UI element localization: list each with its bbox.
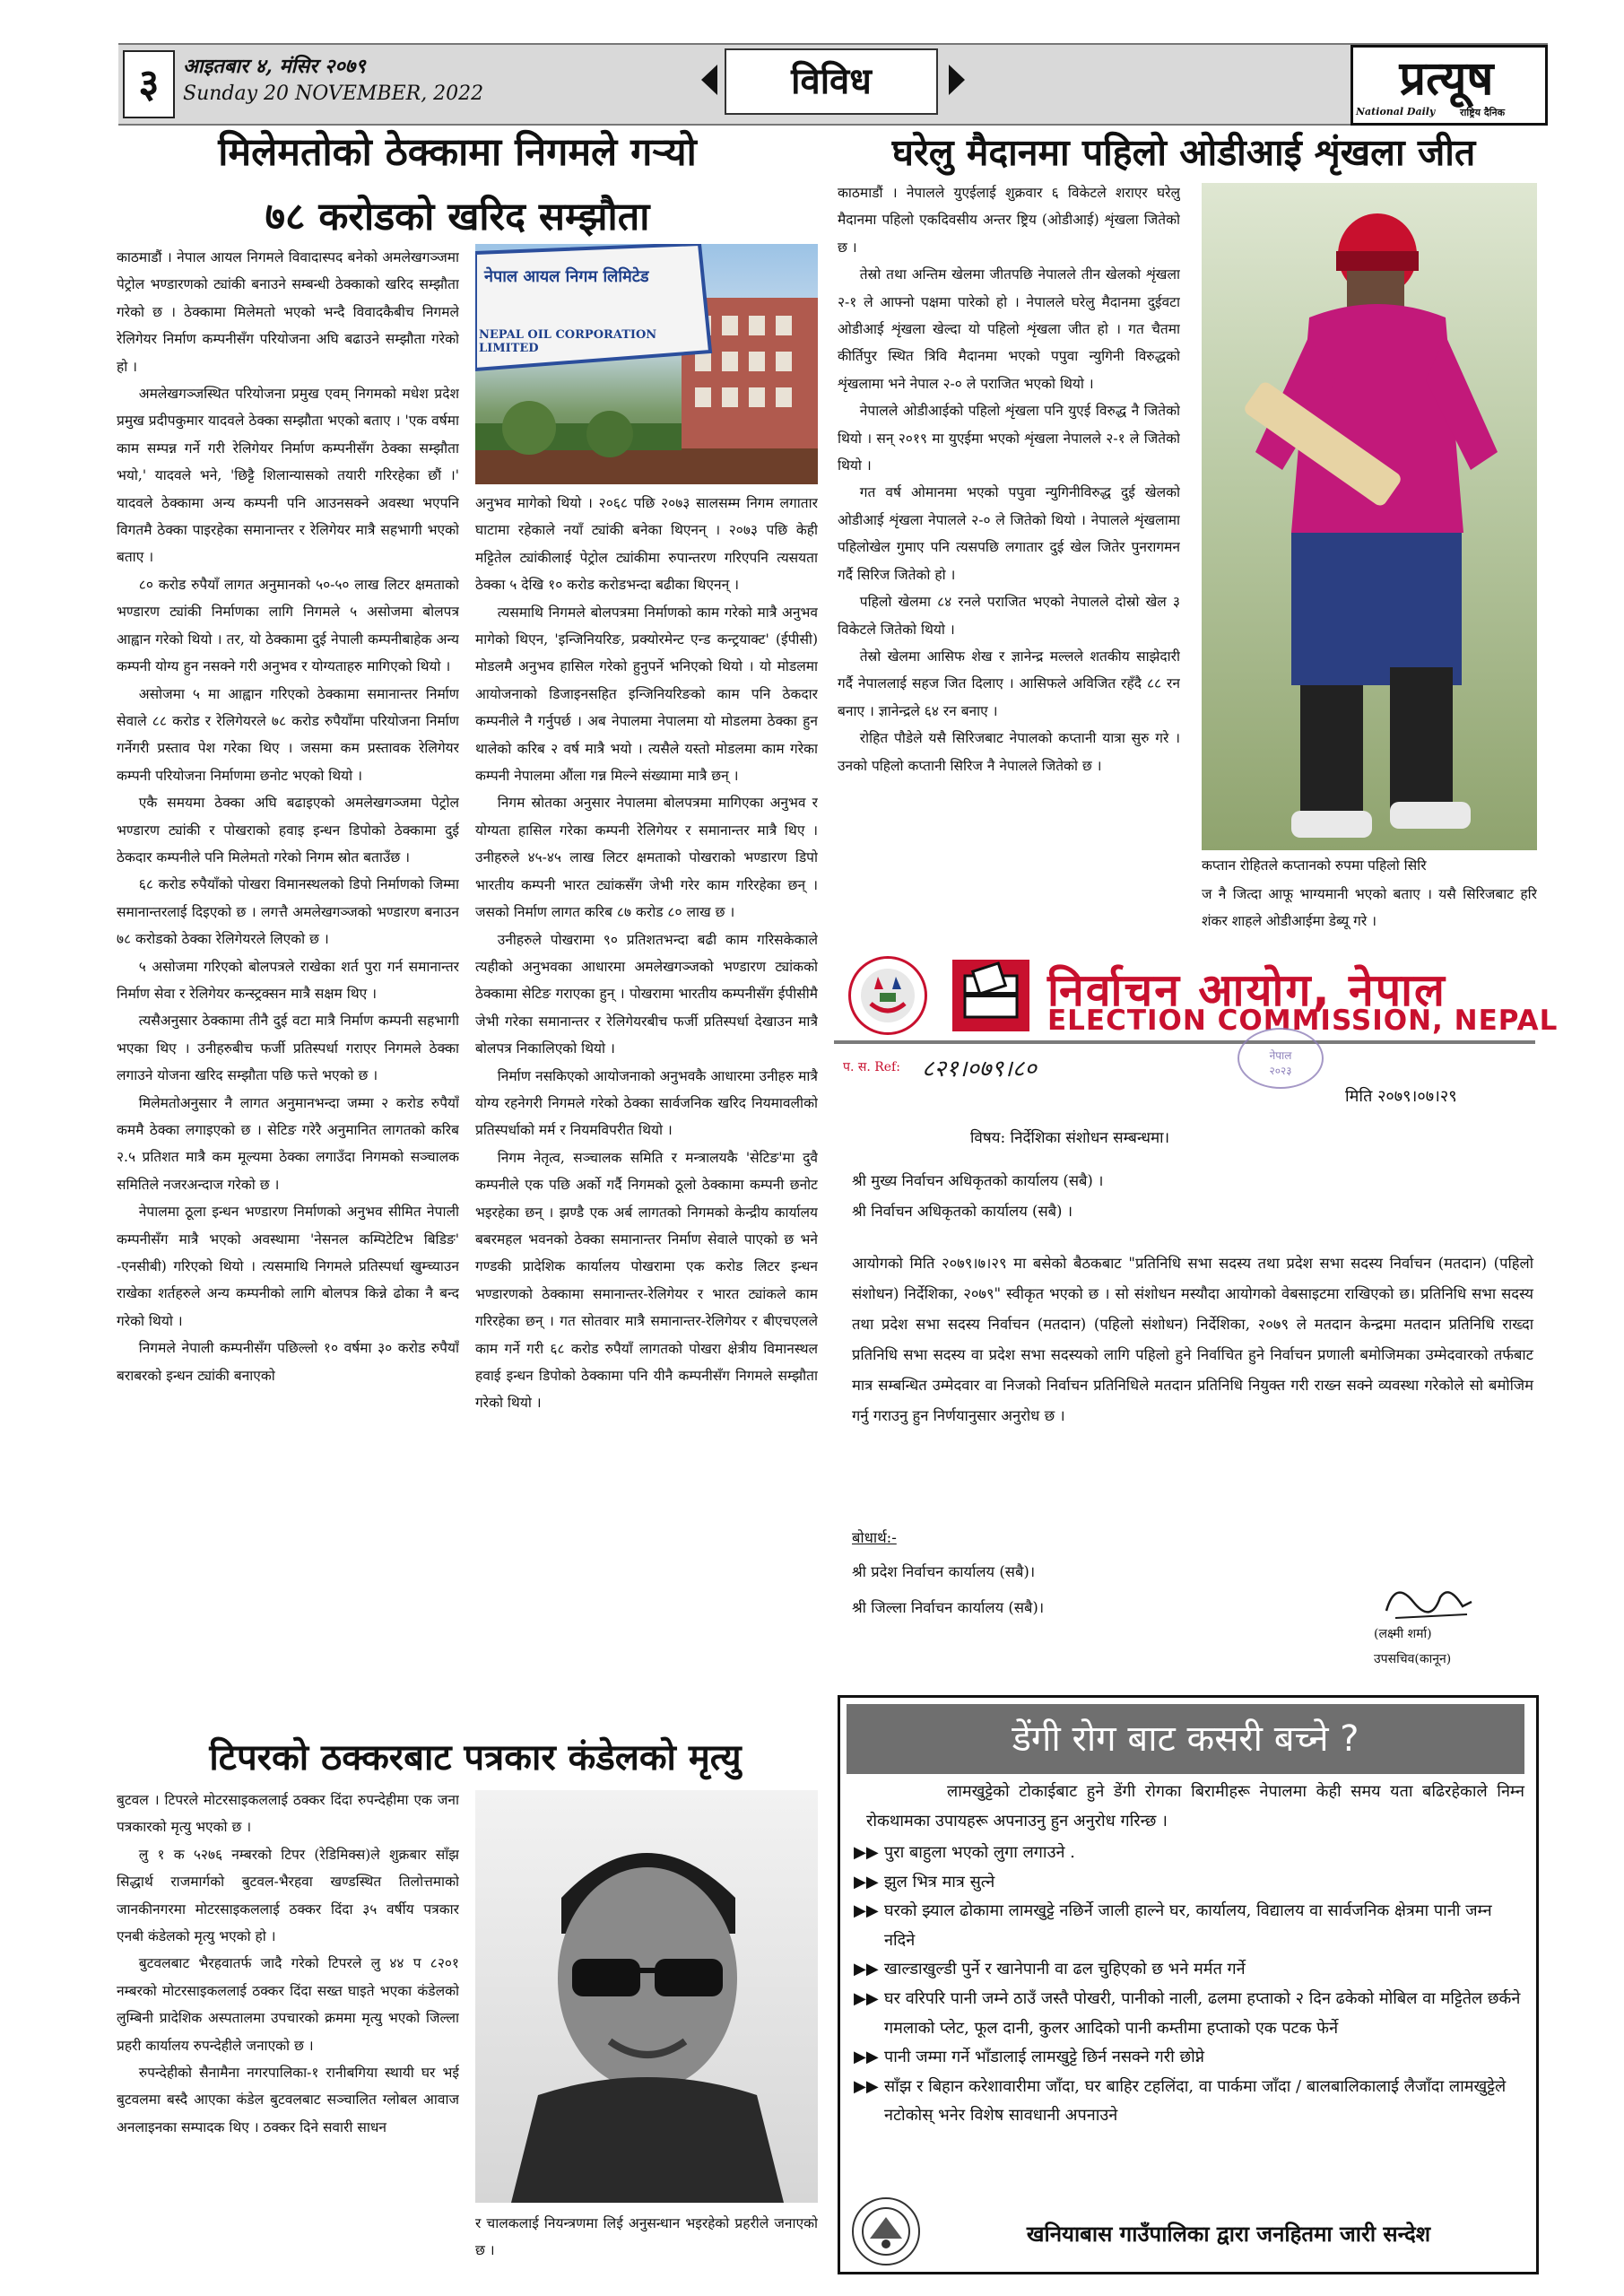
stamp-text: नेपाल	[1269, 1049, 1292, 1062]
article1-col2-paragraph: त्यसमाथि निगमले बोलपत्रमा निर्माणको काम गरेको मात्रै अनुभव मागेको थिएन, 'इन्जिनियरिङ, प्रक्योरमेन्ट एन्ड कन्ट्रयाक्ट' (ईपीसी) मोडलमै अनुभव हासिल गरेको हुनुपर्ने भनिएको थियो । यो मोडलमा आयोजनाको डिजाइनसहित इन्जिनियरिङको काम पनि ठेकदार कम्पनीले नै गर्नुपर्छ । अब नेपालमा नेपालमा यो मोडलमा ठेक्का हुन थालेको करिब २ वर्ष मात्रै भयो । त्यसैले यस्तो मोडलमा काम गरेका कम्पनी नेपालमा औंला गन्न मिल्ने संख्यामा मात्रै छन् ।	[475, 604, 818, 785]
dengue-list-item	[854, 1839, 1524, 1868]
dengue-list-item-text: घरको झ्याल ढोकामा लामखुट्टे नछिर्ने जाली हाल्ने घर, कार्यालय, विद्यालय वा सार्वजनिक क्षेत्रमा पानी जम्न नदिने	[884, 1901, 1492, 1950]
double-arrow-bullet-icon: ▶▶	[854, 1960, 879, 1979]
article1-col1-paragraph: मिलेमतोअनुसार नै लागत अनुमानभन्दा जम्मा २ करोड रुपैयाँ कममै ठेक्का लगाइएको छ । सेटिङ गरेरै अनुमानित लागतको करिब २.५ प्रतिशत मात्रै कम मूल्यमा ठेक्का लगाउँदा निगमको सञ्चालक समितिले नजरअन्दाज गरेको छ ।	[117, 1094, 459, 1193]
dengue-list-item	[854, 1897, 1524, 1955]
dengue-notice-intro: लामखुट्टेको टोकाईबाट हुने डेंगी रोगका बिरामीहरू नेपालमा केही समय यता बढिरहेकाले निम्न रोकथामका उपायहरू अपनाउनु हुन अनुरोध गरिन्छ ।	[866, 1782, 1524, 1831]
cricket-photo-caption-top: कप्तान रोहितले कप्तानको रुपमा पहिलो सिरि	[1202, 857, 1427, 874]
cricket-player-photo	[1202, 183, 1537, 850]
double-arrow-bullet-icon: ▶▶	[854, 1872, 879, 1892]
article1-col1-paragraph: नेपालमा ठूला इन्धन भण्डारण निर्माणको अनुभव सीमित नेपाली कम्पनीसँग मात्रै भएको अवस्थामा 'नेसनल कम्पिटेटिभ बिडिङ' -एनसीबी) गरिएको थियो । त्यसमाथि निगमले प्रतिस्पर्धा खुम्च्याउन राखेका शर्तहरुले अन्य कम्पनीको लागि बोलपत्र किन्ने ढोका नै बन्द गरेको थियो ।	[117, 1204, 459, 1329]
date-english-full: 20 NOVEMBER, 2022	[264, 83, 484, 105]
journalist-portrait-photo	[475, 1790, 818, 2203]
date-english-day: Sunday	[183, 83, 258, 105]
arrow-left-icon	[701, 65, 717, 95]
nepal-emblem-icon	[848, 956, 927, 1035]
article2-paragraph: गत वर्ष ओमानमा भएको पपुवा न्युगिनीविरुद्ध दुई खेलको ओडीआई शृंखला नेपालले २-० ले जितेको थियो । नेपालले शृंखलामा पहिलोखेल गुमाए पनि त्यसपछि लगातार दुई खेल जितेर पुनरागमन गर्दै सिरिज जितेको हो ।	[838, 484, 1180, 583]
article1-col1-paragraph: अमलेखगञ्जस्थित परियोजना प्रमुख एवम् निगमको मधेश प्रदेश प्रमुख प्रदीपकुमार यादवले ठेक्का सम्झौता भएको बताए । 'एक वर्षमा काम सम्पन्न गर्ने गरी रेलिगेयर निर्माण कम्पनीसँग ठेक्का सम्झौता भयो,' यादवले भने, 'छिट्टै शिलान्यासको तयारी गरिरहेका छौं ।' यादवले ठेक्कामा अन्य कम्पनी पनि आउनसक्ने अवस्था भएपनि विगतमै ठेक्का पाइरहेका समानान्तर र रेलिगेयर मात्रै सहभागी भएको बताए ।	[117, 386, 459, 566]
article2-paragraph: पहिलो खेलमा ८४ रनले पराजित भएको नेपालले दोस्रो खेल ३ विकेटले जितेको थियो ।	[838, 594, 1180, 638]
signatory-title: उपसचिव(कानून)	[1374, 1652, 1452, 1666]
logo-nepali-tag: राष्ट्रिय दैनिक	[1460, 107, 1506, 118]
date-english	[183, 83, 483, 105]
dengue-list-item	[854, 2043, 1524, 2073]
ref-number: ८२१।०७९।८०	[922, 1056, 1037, 1083]
dengue-list-item-text: साँझ र बिहान करेशावारीमा जाँदा, घर बाहिर टहलिंदा, वा पार्कमा जाँदा / बालबालिकालाई लैजाँदा लामखुट्टेले नटोकोस् भनेर विशेष सावधानी अपनाउने	[884, 2076, 1507, 2126]
article1-col2-paragraph: निगम नेतृत्व, सञ्चालक समिति र मन्त्रालयकै 'सेटिङ'मा दुवै कम्पनीले एक पछि अर्को गर्दै निगमको ठूलो ठेक्कामा कम्पनी छनोट भइरहेका छन् । झण्डै एक अर्ब लागतको निगमको केन्द्रीय कार्यालय बबरमहल भवनको ठेक्का समानान्तर निर्माण सेवाले पाएको छ भने गण्डकी प्रादेशिक कार्यालय पोखरामा एक करोड लिटर इन्धन भण्डारणको ठेक्कामा समानान्तर-रेलिगेयर र भारत ट्यांकले काम गरिरहेका छन् । गत सोतवार मात्रै समानान्तर-रेलिगेयर र बीएचएलले काम गर्ने गरी ६८ करोड रुपैयाँ लागतको पोखरा क्षेत्रीय विमानस्थल हवाई इन्धन डिपोको ठेक्कामा पनि यीनै कम्पनीसँग निगमले सम्झौता गरेको थियो ।	[475, 1149, 818, 1412]
election-commission-title-nepali: निर्वाचन आयोग, नेपाल	[1047, 964, 1446, 1016]
letter-cc-label: बोधार्थ:-	[852, 1529, 897, 1546]
article2-paragraph: काठमाडौं । नेपालले युएईलाई शुक्रवार ६ विकेटले शराएर घरेलु मैदानमा पहिलो एकदिवसीय अन्तर ष्ट्रिय (ओडीआई) शृंखला जितेको छ ।	[838, 185, 1180, 256]
article3-paragraph: बुटवलबाट भैरहवातर्फ जादै गरेको टिपरले लु ४४ प ८२०१ नम्बरको मोटरसाइकललाई ठक्कर दिंदा सख्त घाइते भएका कंडेलको लुम्बिनी प्रादेशिक अस्पतालमा उपचारको क्रममा मृत्यु भएको जिल्ला प्रहरी कार्यालय रुपन्देहीले जनाएको छ ।	[117, 1955, 459, 2054]
double-arrow-bullet-icon: ▶▶	[854, 1988, 879, 2008]
dengue-list-item	[854, 1955, 1524, 1985]
election-commission-title-english: ELECTION COMMISSION, NEPAL	[1047, 1004, 1559, 1037]
date-nepali: आइतबार ४, मंसिर २०७९	[183, 55, 366, 78]
article3-body	[117, 1787, 459, 2271]
portrait-illustration	[475, 1790, 818, 2203]
letter-body: आयोगको मिति २०७९।७।२९ मा बसेको बैठकबाट "प्रतिनिधि सभा सदस्य तथा प्रदेश सभा सदस्य निर्वाचन (मतदान) (पहिलो संशोधन) निर्देशिका, २०७९" स्वीकृत भएको छ । सो संशोधन मस्यौदा आयोगको वेबसाइटमा राखिएको छ। प्रतिनिधि सभा सदस्य तथा प्रदेश सभा सदस्य निर्वाचन (मतदान) (पहिलो संशोधन) निर्देशिका, २०७९ ले मतदान केन्द्रमा मतदान प्रतिनिधि राख्दा प्रतिनिधि सभा सदस्य वा प्रदेश सभा सदस्यको लागि पहिलो हुने निर्वाचित हुने निर्वाचन प्रणाली बमोजिमका उम्मेदवारको तर्फबाट मात्र सम्बन्धित उम्मेदवार वा निजको निर्वाचन प्रतिनिधिले मतदान प्रतिनिधि नियुक्त गरी राख्न सक्ने व्यवस्था गरेकोले सो बमोजिम गर्नु गराउनु हुन निर्णयानुसार अनुरोध छ ।	[852, 1255, 1533, 1424]
article2-paragraph: रोहित पौडेले यसै सिरिजबाट नेपालको कप्तानी यात्रा सुरु गरे । उनको पहिलो कप्तानी सिरिज नै नेपालले जितेको छ ।	[838, 730, 1180, 774]
letter-recipient-2: श्री निर्वाचन अधिकृतको कार्यालय (सबै) ।	[852, 1203, 1073, 1220]
double-arrow-bullet-icon: ▶▶	[854, 2048, 879, 2067]
ref-label: प. स. Ref:	[843, 1060, 900, 1074]
stamp-year: २०२३	[1269, 1065, 1292, 1077]
article2-body	[838, 179, 1180, 951]
article3-paragraph: रुपन्देहीको सैनामैना नगरपालिका-१ रानीबगिया स्थायी घर भई बुटवलमा बस्दै आएका कंडेल बुटवलबाट सञ्चालित ग्लोबल आवाज अनलाइनका सम्पादक थिए । ठक्कर दिने सवारी साधन	[117, 2065, 459, 2135]
dengue-list-item	[854, 1985, 1524, 2043]
article3-paragraph: लु १ क ५२७६ नम्बरको टिपर (रेडिमिक्स)ले शुक्रबार साँझ सिद्धार्थ राजमार्गको बुटवल-भैरहवा खण्डस्थित तिलोत्तमाको जानकीनगरमा मोटरसाइकललाई ठक्कर दिंदा ३५ वर्षीय पत्रकार एनबी कंडेलको मृत्यु भएको हो ।	[117, 1846, 459, 1945]
letter-cc-1: श्री प्रदेश निर्वाचन कार्यालय (सबै)।	[852, 1563, 1036, 1580]
dengue-list-item-text: खाल्डाखुल्डी पुर्ने र खानेपानी वा ढल चुहिएको छ भने मर्मत गर्ने	[884, 1960, 1246, 1979]
logo-wordmark: प्रत्यूष	[1399, 52, 1494, 106]
dengue-list-item	[854, 2073, 1524, 2131]
double-arrow-bullet-icon: ▶▶	[854, 2076, 879, 2096]
article1-col2-paragraph: उनीहरुले पोखरामा ९० प्रतिशतभन्दा बढी काम गरिसकेकाले त्यहीको अनुभवका आधारमा अमलेखगञ्जको भण्डारण ट्यांकको ठेक्कामा सेटिङ गराएका हुन् । पोखरामा भारतीय कम्पनीसँग ईपीसीमै जेभी गरेका समानान्तर र रेलिगेयरबीच फर्जी प्रतिस्पर्धा देखाउन मात्रै बोलपत्र निकालिएको थियो ।	[475, 931, 818, 1057]
article1-headline-line2: ७८ करोडको खरिद सम्झौता	[265, 195, 650, 239]
signatory-name: (लक्ष्मी शर्मा)	[1374, 1627, 1432, 1641]
municipality-emblem-illustration	[854, 2199, 918, 2264]
article1-headline-line1: मिलेमतोको ठेक्कामा निगमले गर्‍यो	[218, 130, 697, 175]
cricket-photo-illustration	[1202, 183, 1537, 850]
article1-col2-paragraph: निगम स्रोतका अनुसार नेपालमा बोलपत्रमा मागिएका अनुभव र योग्यता हासिल गरेका कम्पनी रेलिगेयर र समानान्तर मात्रै थिए । उनीहरुले ४५-४५ लाख लिटर क्षमताको पोखराको भण्डारण डिपो भारतीय कम्पनी भारत ट्यांकसँग जेभी गरेर काम गरिरहेका छन् । जसको निर्माण लागत करिब ८७ करोड ८० लाख छ ।	[475, 795, 818, 921]
article1-column-2	[475, 490, 818, 1724]
emblem-illustration	[851, 959, 925, 1032]
letter-cc-2: श्री जिल्ला निर्वाचन कार्यालय (सबै)।	[852, 1599, 1045, 1616]
letter-subject: विषय: निर्देशिका संशोधन सम्बन्धमा।	[970, 1129, 1170, 1147]
dengue-notice-title: डेंगी रोग बाट कसरी बच्ने ?	[847, 1704, 1524, 1774]
article3-headline: टिपरको ठक्करबाट पत्रकार कंडेलको मृत्यु	[209, 1737, 742, 1779]
article1-col1-paragraph: एकै समयमा ठेक्का अघि बढाइएको अमलेखगञ्जमा पेट्रोल भण्डारण ट्यांकी र पोखराको हवाइ इन्धन डिपोको ठेक्कामा दुई ठेकदार कम्पनीले पनि मिलेमतो गरेको निगम स्रोत बताउँछ ।	[117, 795, 459, 865]
article1-col1-paragraph: काठमाडौं । नेपाल आयल निगमले विवादास्पद बनेको अमलेखगञ्जमा पेट्रोल भण्डारणको ट्यांकी बनाउने सम्बन्धी ठेक्काको खरिद सम्झौता गरेको छ । ठेक्कामा मिलेमतो भएको भन्दै विवादकैबीच निगमले रेलिगेयर निर्माण कम्पनीसँग परियोजना अघि बढाउने सम्झौता गरेको हो ।	[117, 249, 459, 375]
letter-date: मिति २०७९।०७।२९	[1345, 1087, 1457, 1106]
ballot-box-icon	[952, 960, 1029, 1031]
election-header-divider	[834, 1040, 1535, 1044]
article1-col1-paragraph: ६८ करोड रुपैयाँको पोखरा विमानस्थलको डिपो निर्माणको जिम्मा समानान्तरलाई दिइएको छ । लगत्तै अमलेखगञ्जको भण्डारण बनाउन ७८ करोडको ठेक्का रेलिगेयरले लिएको छ ।	[117, 876, 459, 948]
article2-paragraph: नेपालले ओडीआईको पहिलो शृंखला पनि युएई विरुद्ध नै जितेको थियो । सन् २०१९ मा युएईमा भएको शृंखला नेपालले २-१ ले जितेको थियो ।	[838, 403, 1180, 474]
dengue-list-item	[854, 1868, 1524, 1898]
dengue-list-item-text: झुल भित्र मात्र सुत्ने	[884, 1872, 995, 1892]
dengue-notice-footer: खनियाबास गाउँपालिका द्वारा जनहितमा जारी सन्देश	[1026, 2222, 1431, 2247]
dengue-list-item-text: पानी जम्मा गर्ने भाँडालाई लामखुट्टे छिर्न नसक्ने गरी छोप्ने	[884, 2048, 1205, 2067]
article1-col1-paragraph: त्यसैअनुसार ठेक्कामा तीनै दुई वटा मात्रै निर्माण कम्पनी सहभागी भएका थिए । उनीहरुबीच फर्जी प्रतिस्पर्धा गराएर निगमले ठेक्का लगाउने योजना खरिद सम्झौता पछि फत्ते भएको छ ।	[117, 1013, 459, 1084]
letter-recipient-1: श्री मुख्य निर्वाचन अधिकृतको कार्यालय (सबै) ।	[852, 1172, 1104, 1189]
journalist-photo-caption: र चालकलाई नियन्त्रणमा लिई अनुसन्धान भइरहेको प्रहरीले जनाएको छ ।	[475, 2215, 818, 2259]
article1-col2-paragraph: अनुभव मागेको थियो । २०६८ पछि २०७३ सालसम्म निगम लगातार घाटामा रहेकाले नयाँ ट्यांकी बनेका थिएनन् । २०७३ पछि केही मट्टितेल ट्यांकीलाई पेट्रोल ट्यांकीमा रुपान्तरण गरिएपनि त्यसयता ठेक्का ५ देखि १० करोड करोडभन्दा बढीका थिएनन् ।	[475, 495, 818, 594]
noc-sign-nepali: नेपाल आयल निगम लिमिटेड	[484, 267, 649, 286]
cricket-photo-caption: ज नै जित्दा आफू भाग्यमानी भएको बताए । यसै सिरिजबाट हरि शंकर शाहले ओडीआईमा डेब्यू गरे ।	[1202, 886, 1537, 930]
article1-col1-paragraph: असोजमा ५ मा आह्वान गरिएको ठेक्कामा समानान्तर निर्माण सेवाले ८८ करोड र रेलिगेयरले ७८ करोड रुपैयाँमा परियोजना निर्माण गर्नेगरी प्रस्ताव पेश गरेका थिए । जसमा कम प्रस्तावक रेलिगेयर कम्पनी परियोजना निर्माणमा छनोट भएको थियो ।	[117, 685, 459, 784]
logo-english-tag: National Daily	[1356, 106, 1436, 117]
article2-paragraph: तेस्रो तथा अन्तिम खेलमा जीतपछि नेपालले तीन खेलको शृंखला २-१ ले आफ्नो पक्षमा पारेको हो । नेपालले घरेलु मैदानमा दुईवटा ओडीआई शृंखला खेल्दा यो पहिलो शृंखला जीत हो । गत चैतमा कीर्तिपुर स्थित त्रिवि मैदानमा भएको पपुवा न्युगिनी विरुद्धको शृंखलामा भने नेपाल २-० ले पराजित भएको थियो ।	[838, 266, 1180, 392]
article1-col1-paragraph: ८० करोड रुपैयाँ लागत अनुमानको ५०-५० लाख लिटर क्षमताको भण्डारण ट्यांकी निर्माणका लागि निगमले ५ असोजमा बोलपत्र आह्वान गरेको थियो । तर, यो ठेक्कामा दुई नेपाली कम्पनीबाहेक अन्य कम्पनी योग्य हुन नसक्ने गरी अनुभव र योग्यताहरु मागिएको थियो ।	[117, 576, 459, 675]
arrow-right-icon	[949, 65, 965, 95]
article2-paragraph: तेस्रो खेलमा आसिफ शेख र ज्ञानेन्द्र मल्लले शतकीय साझेदारी गर्दै नेपाललाई सहज जित दिलाए । आसिफले अविजित रहँदै ८८ रन बनाए । ज्ञानेन्द्रले ६४ रन बनाए ।	[838, 648, 1180, 719]
section-title: विविध	[725, 48, 938, 115]
dengue-list-item-text: पुरा बाहुला भएको लुगा लगाउने .	[884, 1843, 1075, 1862]
double-arrow-bullet-icon: ▶▶	[854, 1901, 879, 1921]
article2-headline: घरेलु मैदानमा पहिलो ओडीआई शृंखला जीत	[891, 131, 1476, 174]
dengue-prevention-list	[854, 1839, 1524, 2131]
article3-paragraph: बुटवल । टिपरले मोटरसाइकललाई ठक्कर दिंदा रुपन्देहीमा एक जना पत्रकारको मृत्यु भएको छ ।	[117, 1792, 459, 1836]
article1-col1-paragraph: ५ असोजमा गरिएको बोलपत्रले राखेका शर्त पुरा गर्न समानान्तर निर्माण सेवा र रेलिगेयर कन्स्ट्रक्सन मात्रै सक्षम थिए ।	[117, 958, 459, 1002]
article1-column-1	[117, 244, 459, 1724]
double-arrow-bullet-icon: ▶▶	[854, 1843, 879, 1862]
official-stamp	[1238, 1028, 1324, 1089]
noc-sign-english: NEPAL OIL CORPORATION LIMITED	[479, 328, 657, 355]
page-number: ३	[123, 50, 175, 118]
ballot-box-illustration	[952, 960, 1029, 1031]
article1-col1-paragraph: निगमले नेपाली कम्पनीसँग पछिल्लो १० वर्षमा ३० करोड रुपैयाँ बराबरको इन्धन ट्यांकी बनाएको	[117, 1340, 459, 1384]
municipality-emblem-icon	[852, 2197, 920, 2266]
article1-col2-paragraph: निर्माण नसकिएको आयोजनाको अनुभवकै आधारमा उनीहरु मात्रै योग्य रहनेगरी निगमले गरेको ठेक्का सार्वजनिक खरिद नियमावलीको प्रतिस्पर्धाको मर्म र नियमविपरीत थियो ।	[475, 1067, 818, 1139]
dengue-list-item-text: घर वरिपरि पानी जम्ने ठाउँ जस्तै पोखरी, पानीको नाली, ढलमा हप्ताको २ दिन ढकेको मोबिल वा मट्टितेल छर्कने गमलाको प्लेट, फूल दानी, कुलर आदिको पानी कम्तीमा हप्ताको एक पटक फेर्ने	[884, 1988, 1521, 2038]
signature-scribble	[1377, 1575, 1476, 1629]
